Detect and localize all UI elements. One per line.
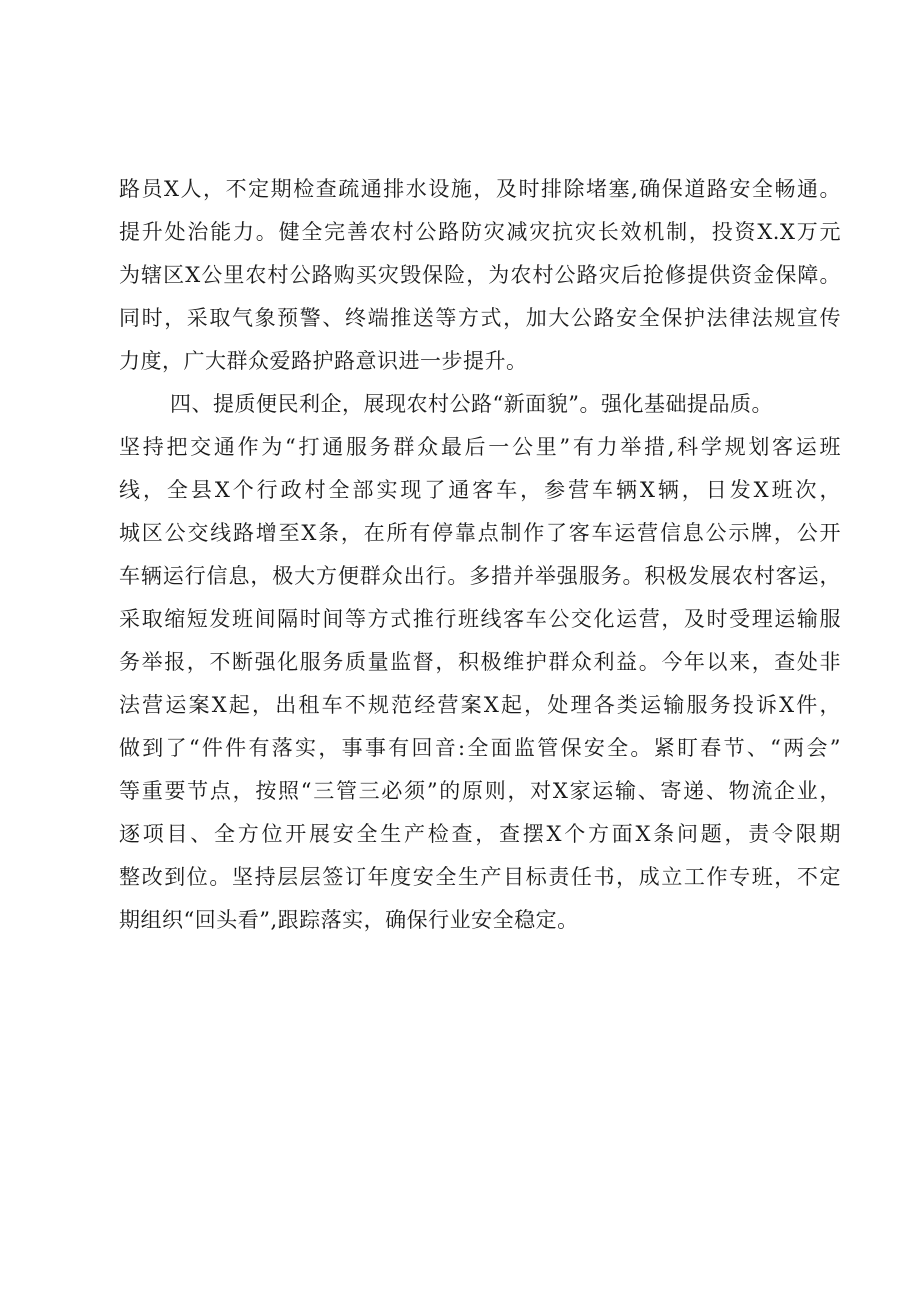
text-line: 务举报，不断强化服务质量监督，积极维护群众利益。今年以来，查处非 — [119, 650, 841, 674]
text-line: 法营运案X起，出租车不规范经营案X起，处理各类运输服务投诉X件， — [119, 693, 841, 717]
section-heading-line: 四、提质便民利企，展现农村公路“新面貌”。强化基础提品质。 — [170, 392, 773, 416]
text-line: 坚持把交通作为“打通服务群众最后一公里”有力举措,科学规划客运班 — [119, 435, 841, 459]
text-line: 车辆运行信息，极大方便群众出行。多措并举强服务。积极发展农村客运， — [119, 564, 841, 588]
text-line: 提升处治能力。健全完善农村公路防灾减灾抗灾长效机制，投资X.X万元 — [119, 220, 841, 244]
text-line: 线，全县X个行政村全部实现了通客车，参营车辆X辆，日发X班次， — [119, 478, 841, 502]
text-line: 做到了“件件有落实，事事有回音:全面监管保安全。紧盯春节、“两会” — [119, 736, 841, 760]
text-line: 同时，采取气象预警、终端推送等方式，加大公路安全保护法律法规宣传 — [119, 306, 841, 330]
text-line: 为辖区X公里农村公路购买灾毁保险，为农村公路灾后抢修提供资金保障。 — [119, 263, 841, 287]
text-line: 逐项目、全方位开展安全生产检查，查摆X个方面X条问题，责令限期 — [119, 822, 841, 846]
text-line: 城区公交线路增至X条，在所有停靠点制作了客车运营信息公示牌，公开 — [119, 521, 841, 545]
text-line: 力度，广大群众爱路护路意识进一步提升。 — [119, 349, 528, 373]
text-line: 等重要节点，按照“三管三必须”的原则，对X家运输、寄递、物流企业， — [119, 779, 841, 803]
text-line: 路员X人，不定期检查疏通排水设施，及时排除堵塞,确保道路安全畅通。 — [119, 177, 841, 201]
text-line: 采取缩短发班间隔时间等方式推行班线客车公交化运营，及时受理运输服 — [119, 607, 841, 631]
text-line: 期组织“回头看”,跟踪落实，确保行业安全稳定。 — [119, 908, 579, 932]
text-line: 整改到位。坚持层层签订年度安全生产目标责任书，成立工作专班，不定 — [119, 865, 841, 889]
